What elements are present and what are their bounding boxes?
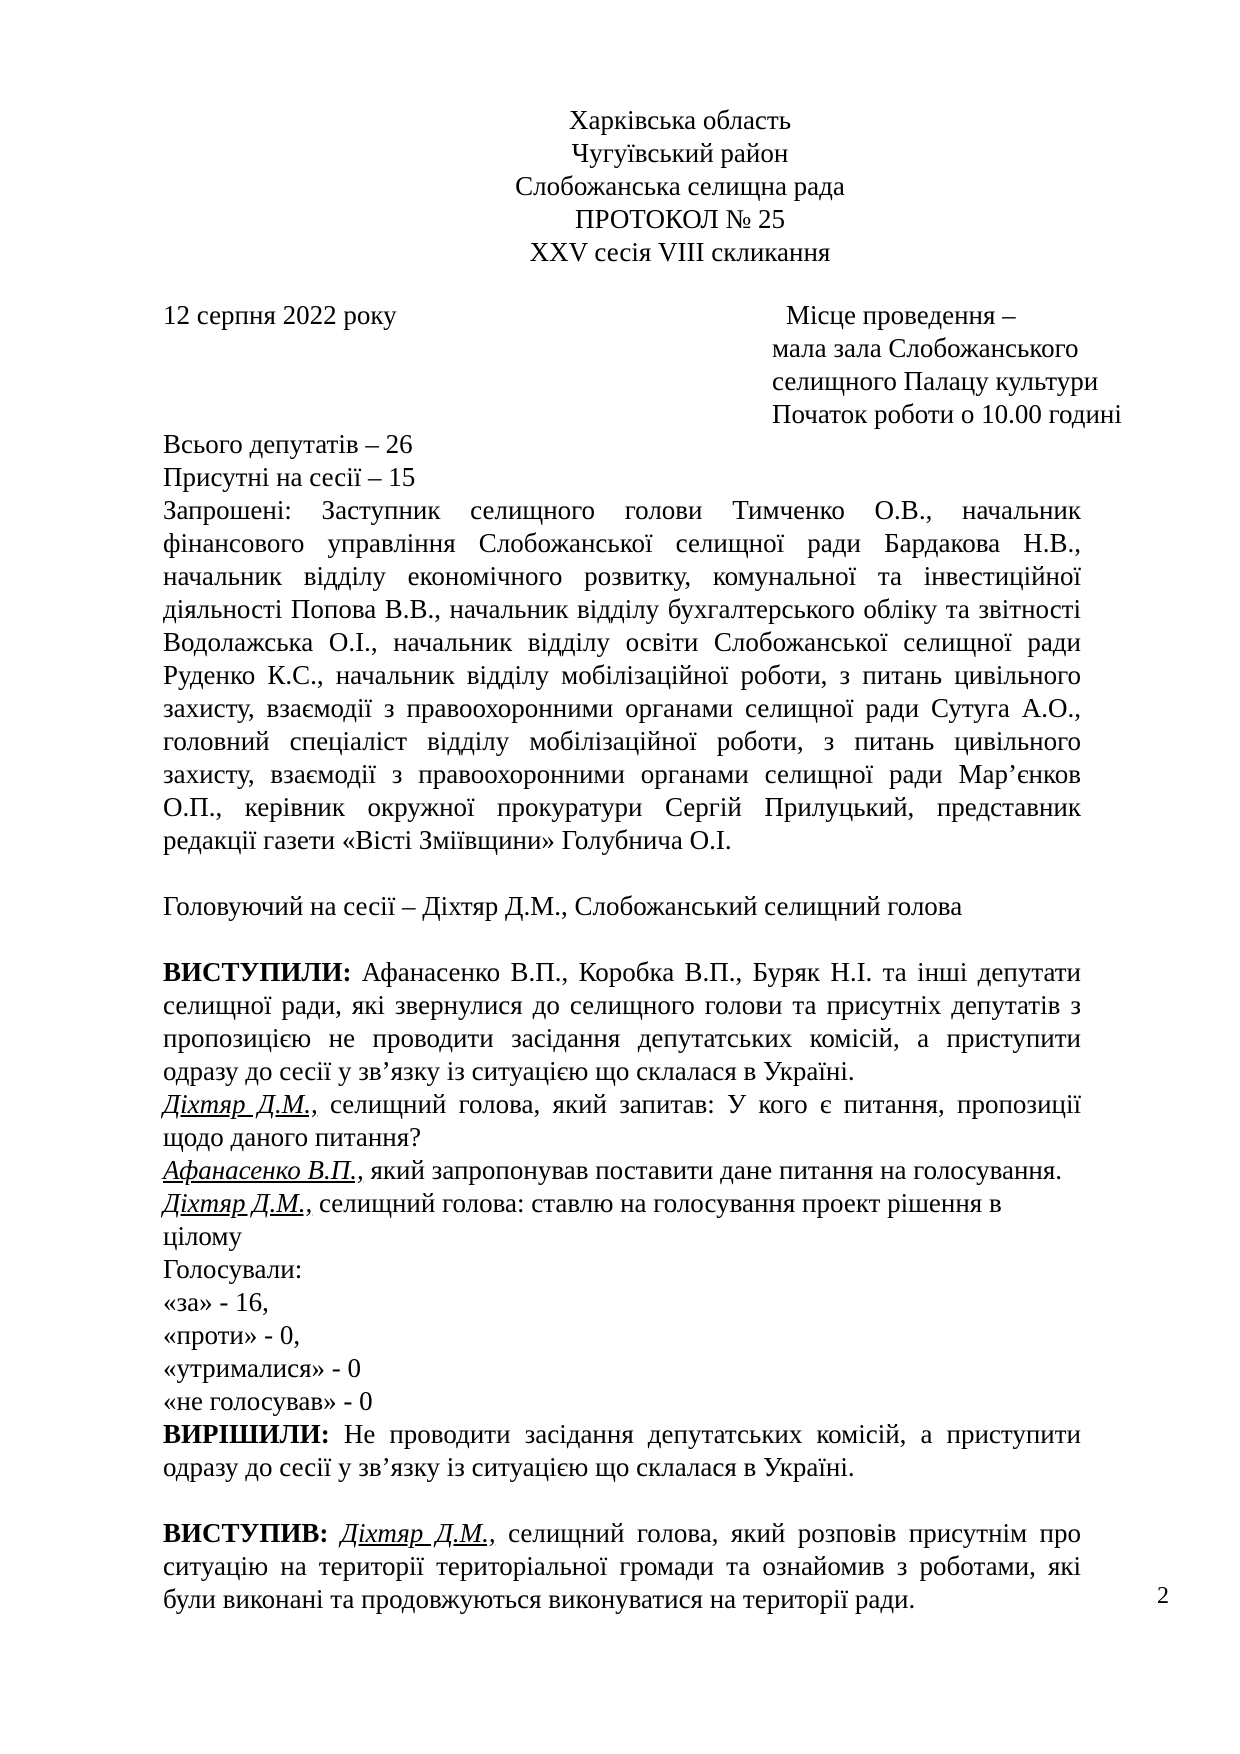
speech-label: ВИСТУПИВ:	[163, 1518, 329, 1548]
vote-for: «за» - 16,	[163, 1287, 269, 1317]
venue-label: Місце проведення –	[786, 300, 1016, 330]
speech-paragraph	[163, 1517, 1081, 1616]
spacer	[163, 857, 1081, 890]
speaker-name: Діхтяр Д.М.,	[163, 1188, 313, 1218]
page-number: 2	[1157, 1583, 1169, 1609]
total-deputies: Всього депутатів – 26	[163, 429, 413, 459]
proposal-paragraph	[163, 1154, 1081, 1187]
venue-hall: мала зала Слобожанського	[772, 333, 1079, 363]
decision-text: Не проводити засідання депутатських комісій, а приступити одразу до сесії у зв’язку із ситуацією що склалася в Україні.	[163, 1419, 1081, 1482]
start-time: Початок роботи о 10.00 годині	[772, 399, 1122, 429]
protocol-body	[163, 428, 1081, 1616]
spacer	[163, 923, 1081, 956]
district-line: Чугуївський район	[571, 138, 789, 168]
speakers-label: ВИСТУПИЛИ:	[163, 957, 352, 987]
vote-title: Голосували:	[163, 1254, 303, 1284]
council-line: Слобожанська селищна рада	[515, 171, 845, 201]
region-line: Харківська область	[568, 105, 792, 135]
speaker-name: Діхтяр Д.М.,	[163, 1089, 318, 1119]
vote-call-text: селищний голова: ставлю на голосування проект рішення в цілому	[163, 1188, 1002, 1251]
vote-abstained: «утрималися» - 0	[163, 1353, 362, 1383]
decision-paragraph	[163, 1418, 1081, 1484]
speakers-text: Афанасенко В.П., Коробка В.П., Буряк Н.І. та інші депутати селищної ради, які звернулися до селищного голови та присутніх депутатів з пропозицією не проводити засідання депутатських комісій, а приступити одразу до сесії у зв’язку із ситуацією що склалася в Україні.	[163, 957, 1081, 1086]
session-date: 12 серпня 2022 року	[163, 300, 397, 330]
document-header	[300, 104, 1060, 269]
decision-label: ВИРІШИЛИ:	[163, 1419, 330, 1449]
vote-call-paragraph	[163, 1187, 1081, 1253]
invited-paragraph: Запрошені: Заступник селищного голови Тимченко О.В., начальник фінансового управління Слобожанської селищної ради Бардакова Н.В., начальник відділу економічного розвитку, комунальної та інвестиційної діяльності Попова В.В., начальник відділу бухгалтерського обліку та звітності Водолажська О.І., начальник відділу освіти Слобожанської селищної ради Руденко К.С., начальник відділу мобілізаційної роботи, з питань цивільного захисту, взаємодії з правоохоронними органами селищної ради Сутуга А.О., головний спеціаліст відділу мобілізаційної роботи, з питань цивільного захисту, взаємодії з правоохоронними органами селищної ради Мар’єнков О.П., керівник окружної прокуратури Сергій Прилуцький, представник редакції газети «Вісті Зміївщини» Голубнича О.І.	[163, 495, 1081, 855]
speaker-name: Діхтяр Д.М.,	[340, 1518, 496, 1548]
venue-building: селищного Палацу культури	[772, 366, 1099, 396]
protocol-title: ПРОТОКОЛ № 25	[574, 204, 786, 234]
present-deputies: Присутні на сесії – 15	[163, 462, 416, 492]
venue-block	[772, 299, 1122, 431]
speech-text: селищний голова, який розповів присутнім про ситуацію на території територіальної громади та ознайомив з роботами, які були виконані та продовжуються виконуватися на території ради.	[163, 1518, 1082, 1614]
vote-not-voted: «не голосував» - 0	[163, 1386, 373, 1416]
speakers-paragraph	[163, 956, 1081, 1088]
session-line: XXV сесія VIII скликання	[529, 237, 831, 267]
chairperson-line: Головуючий на сесії – Діхтяр Д.М., Слобожанський селищний голова	[163, 891, 963, 921]
question-text: селищний голова, який запитав: У кого є питання, пропозиції щодо даного питання?	[163, 1089, 1081, 1152]
spacer	[163, 1484, 1081, 1517]
question-paragraph	[163, 1088, 1081, 1154]
vote-against: «проти» - 0,	[163, 1320, 301, 1350]
proposal-text: який запропонував поставити дане питання на голосування.	[363, 1155, 1063, 1185]
speaker-name: Афанасенко В.П.,	[163, 1155, 364, 1185]
